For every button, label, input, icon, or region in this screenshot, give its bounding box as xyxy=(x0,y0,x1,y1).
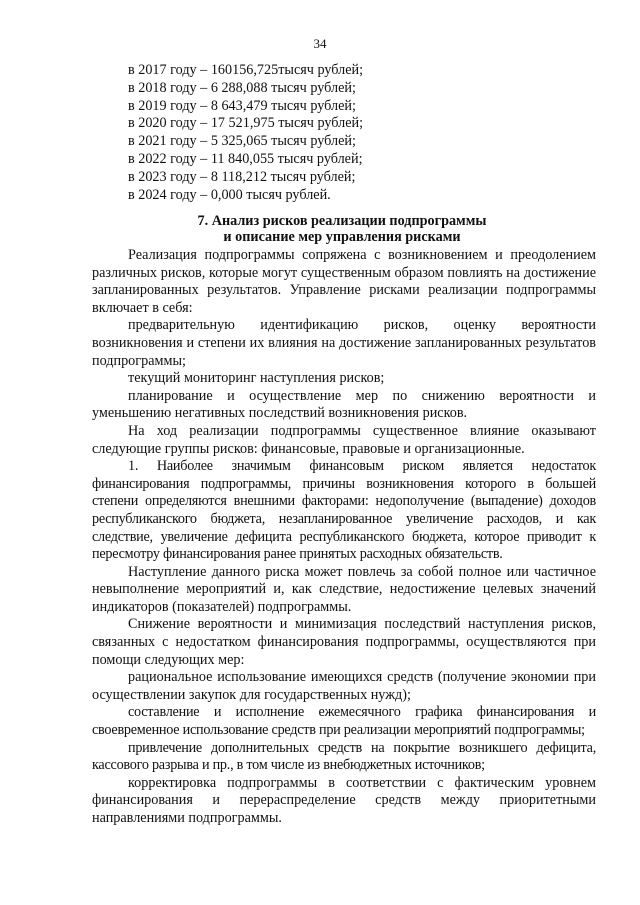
paragraph-measure-additional-funds: привлечение дополнительных средств на покрытие возникшего дефицита, кассового разрыва и пр., в том числе из внебюджетных источников; xyxy=(92,739,596,774)
budget-line-2017: в 2017 году – 160156,725тысяч рублей; xyxy=(128,62,364,78)
paragraph-intro: Реализация подпрограммы сопряжена с возникновением и преодолением различных рисков, которые могут существенным образом повлиять на достижение запланированных результатов. Управление рисками реализации подпрограммы включает в себя: xyxy=(92,247,596,316)
page-number: 34 xyxy=(313,36,327,51)
section-heading xyxy=(92,214,592,245)
paragraph-risk-monitoring: текущий мониторинг наступления рисков; xyxy=(128,370,385,387)
paragraph-measure-adjustment: корректировка подпрограммы в соответствии с фактическим уровнем финансирования и перераспределение средств между приоритетными направлениями подпрограммы. xyxy=(92,774,596,826)
paragraph-measure-rational-use: рациональное использование имеющихся средств (получение экономии при осуществлении закупок для государственных нужд); xyxy=(92,669,596,703)
section-heading-line-1: 7. Анализ рисков реализации подпрограммы xyxy=(197,213,487,229)
section-heading-line-2: и описание мер управления рисками xyxy=(223,228,461,245)
budget-line-2018: в 2018 году – 6 288,088 тысяч рублей; xyxy=(128,79,356,96)
paragraph-risk-consequences: Наступление данного риска может повлечь за собой полное или частичное невыполнение мероприятий и, как следствие, недостижение целевых значений индикаторов (показателей) подпрограммы. xyxy=(92,563,596,615)
paragraph-risk-groups: На ход реализации подпрограммы существенное влияние оказывают следующие группы рисков: финансовые, правовые и организационные. xyxy=(92,422,596,457)
budget-line-2020: в 2020 году – 17 521,975 тысяч рублей; xyxy=(128,115,364,132)
budget-by-year-list xyxy=(128,62,548,204)
budget-line-2022: в 2022 году – 11 840,055 тысяч рублей; xyxy=(128,150,363,167)
budget-line-2021: в 2021 году – 5 325,065 тысяч рублей; xyxy=(128,133,356,150)
paragraph-mitigation-intro: Снижение вероятности и минимизация последствий наступления рисков, связанных с недостатком финансирования подпрограммы, осуществляются при помощи следующих мер: xyxy=(92,616,596,668)
paragraph-measure-schedule: составление и исполнение ежемесячного графика финансирования и своевременное использование средств при реализации мероприятий подпрограммы; xyxy=(92,704,596,739)
budget-line-2019: в 2019 году – 8 643,479 тысяч рублей; xyxy=(128,97,356,114)
body-text xyxy=(92,247,596,828)
budget-line-2023: в 2023 году – 8 118,212 тысяч рублей; xyxy=(128,168,356,185)
paragraph-financial-risk: 1. Наиболее значимым финансовым риском является недостаток финансирования подпрограммы, причины возникновения которого в большей степени определяются внешними факторами: недополучение (выпадение) доходов республиканского бюджета, незапланированное увеличение расходов, и как следствие, увеличение дефицита республиканского бюджета, которое приводит к пересмотру финансирования ранее принятых расходных обязательств. xyxy=(92,458,596,563)
paragraph-risk-planning: планирование и осуществление мер по снижению вероятности и уменьшению негативных последствий возникновения рисков. xyxy=(92,387,596,422)
paragraph-risk-identification: предварительную идентификацию рисков, оценку вероятности возникновения и степени их влияния на достижение запланированных результатов подпрограммы; xyxy=(92,317,596,369)
budget-line-2024: в 2024 году – 0,000 тысяч рублей. xyxy=(128,186,331,203)
